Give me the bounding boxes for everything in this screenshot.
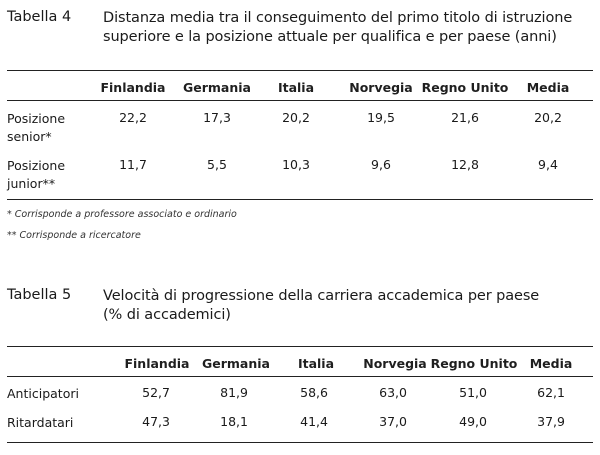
table4-row-label-line1: Posizione: [7, 158, 66, 173]
table5-header-norvegia: Norvegia: [363, 356, 427, 371]
table5-cell: 63,0: [379, 385, 407, 400]
table4-row-label: [7, 110, 65, 146]
table5-cell: 37,9: [537, 414, 565, 429]
table5-row-label: Ritardatari: [7, 415, 74, 430]
table5-cell: 52,7: [142, 385, 170, 400]
table5-header-regno-unito: Regno Unito: [430, 356, 518, 371]
table4-header-regno-unito: Regno Unito: [421, 80, 509, 95]
table4-cell: 21,6: [451, 110, 479, 125]
table4-title: [103, 9, 593, 47]
table4-title-line1: Distanza media tra il conseguimento del primo titolo di istruzione: [103, 10, 573, 26]
table5-header-rule: [7, 376, 593, 377]
table4-cell: 19,5: [367, 110, 395, 125]
table4-header-media: Media: [526, 80, 570, 95]
table4-header-rule: [7, 100, 593, 101]
table4-cell: 9,6: [371, 157, 391, 172]
table4-row-label-line2: junior**: [7, 176, 56, 191]
table4-row-label: [7, 157, 65, 193]
table5-cell: 81,9: [220, 385, 248, 400]
table5-top-rule: [7, 346, 593, 347]
table4-header-italia: Italia: [277, 80, 315, 95]
table4-bottom-rule: [7, 199, 593, 200]
table4-cell: 9,4: [538, 157, 558, 172]
table4-cell: 20,2: [282, 110, 310, 125]
table4-row-label-line2: senior*: [7, 129, 52, 144]
table5-header-finlandia: Finlandia: [124, 356, 190, 371]
table4-cell: 22,2: [119, 110, 147, 125]
table5-cell: 41,4: [300, 414, 328, 429]
table4-row-label-line1: Posizione: [7, 111, 66, 126]
table5-label: Tabella 5: [7, 287, 72, 303]
table5-cell: 58,6: [300, 385, 328, 400]
table4-title-line2: superiore e la posizione attuale per qualifica e per paese (anni): [103, 29, 557, 45]
table4-header-finlandia: Finlandia: [100, 80, 166, 95]
table5-cell: 37,0: [379, 414, 407, 429]
table5-title-line2: (% di accademici): [103, 307, 231, 323]
table5-cell: 18,1: [220, 414, 248, 429]
table5-cell: 47,3: [142, 414, 170, 429]
table4-cell: 11,7: [119, 157, 147, 172]
table5-title: [103, 287, 593, 325]
table5-cell: 62,1: [537, 385, 565, 400]
table5-bottom-rule: [7, 442, 593, 443]
table4-cell: 12,8: [451, 157, 479, 172]
table4-top-rule: [7, 70, 593, 71]
table5-header-italia: Italia: [297, 356, 335, 371]
table4-cell: 5,5: [207, 157, 227, 172]
table4-note: * Corrisponde a professore associato e ordinario: [7, 209, 237, 220]
table4-cell: 17,3: [203, 110, 231, 125]
table4-header-germania: Germania: [183, 80, 251, 95]
table5-cell: 49,0: [459, 414, 487, 429]
table4-cell: 20,2: [534, 110, 562, 125]
table5-header-germania: Germania: [202, 356, 270, 371]
table4-header-norvegia: Norvegia: [349, 80, 413, 95]
table5-row-label: Anticipatori: [7, 386, 79, 401]
table4-cell: 10,3: [282, 157, 310, 172]
table5-cell: 51,0: [459, 385, 487, 400]
table4-label: Tabella 4: [7, 9, 72, 25]
table4-note: ** Corrisponde a ricercatore: [7, 230, 141, 241]
table5-header-media: Media: [529, 356, 573, 371]
table5-title-line1: Velocità di progressione della carriera accademica per paese: [103, 288, 540, 304]
